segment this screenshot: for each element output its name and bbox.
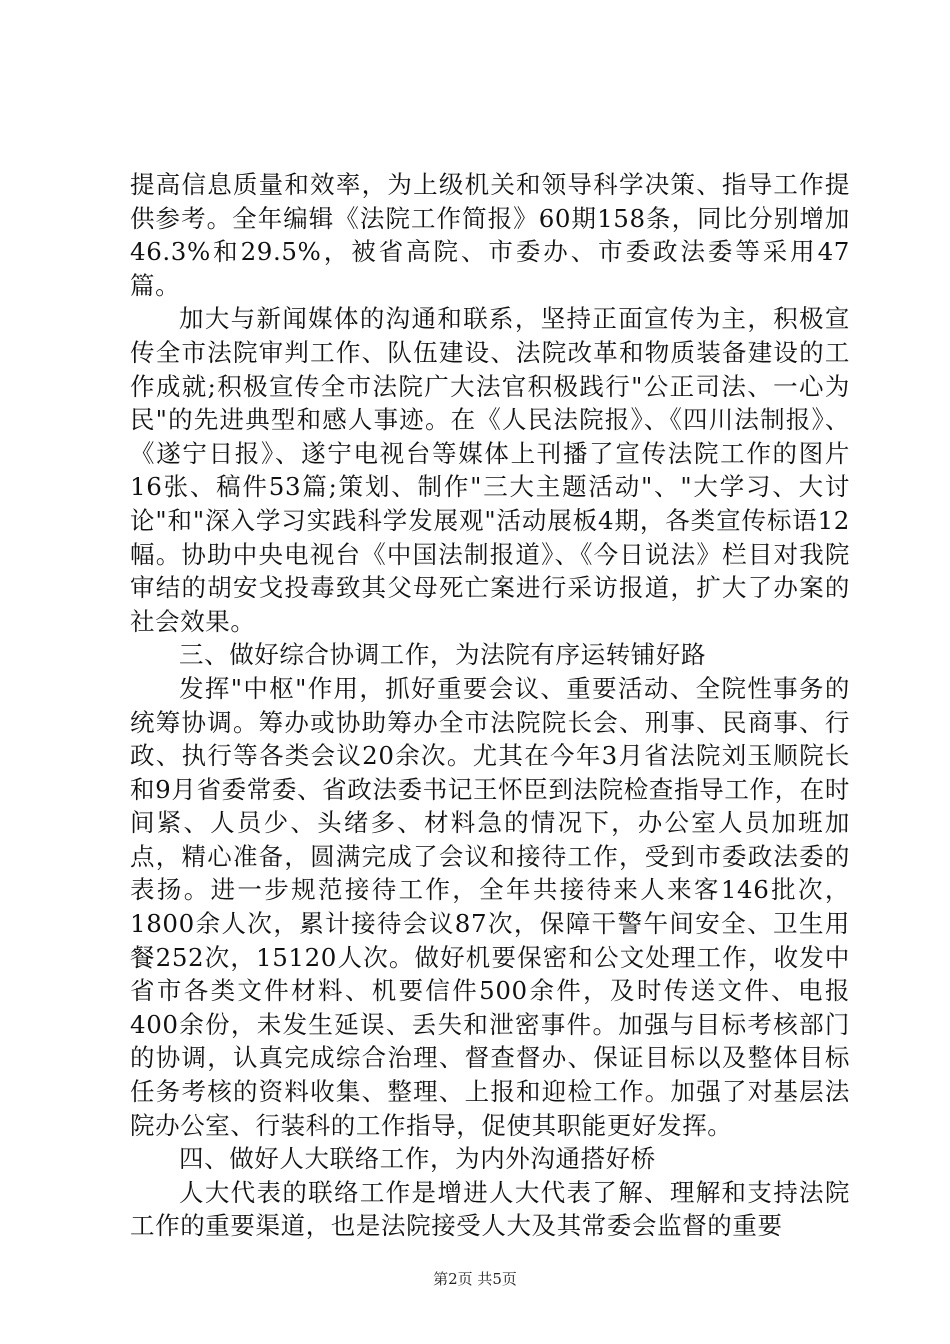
section-heading-4: 四、做好人大联络工作，为内外沟通搭好桥 [179, 1144, 656, 1174]
paragraph-continuation: 提高信息质量和效率，为上级机关和领导科学决策、指导工作提供参考。全年编辑《法院工作简报》60期158条，同比分别增加46.3%和29.5%，被省高院、市委办、市委政法委等采用47篇。 [130, 170, 850, 300]
page-number-footer: 第2页 共5页 [433, 1270, 517, 1288]
section-heading-3: 三、做好综合协调工作，为法院有序运转铺好路 [179, 640, 707, 670]
paragraph-coordination: 发挥"中枢"作用，抓好重要会议、重要活动、全院性事务的统筹协调。筹办或协助筹办全市法院院长会、刑事、民商事、行政、执行等各类会议20余次。尤其在今年3月省法院刘玉顺院长和9月省委常委、省政法委书记王怀臣到法院检查指导工作，在时间紧、人员少、头绪多、材料急的情况下，办公室人员加班加点，精心准备，圆满完成了会议和接待工作，受到市委政法委的表扬。进一步规范接待工作，全年共接待来人来客146批次，1800余人次，累计接待会议87次，保障干警午间安全、卫生用餐252次，15120人次。做好机要保密和公文处理工作，收发中省市各类文件材料、机要信件500余件，及时传送文件、电报400余份，未发生延误、丢失和泄密事件。加强与目标考核部门的协调，认真完成综合治理、督查督办、保证目标以及整体目标任务考核的资料收集、整理、上报和迎检工作。加强了对基层法院办公室、行装科的工作指导，促使其职能更好发挥。 [130, 673, 850, 1140]
paragraph-media-publicity: 加大与新闻媒体的沟通和联系，坚持正面宣传为主，积极宣传全市法院审判工作、队伍建设、法院改革和物质装备建设的工作成就;积极宣传全市法院广大法官积极践行"公正司法、一心为民"的先进典型和感人事迹。在《人民法院报》、《四川法制报》、《遂宁日报》、遂宁电视台等媒体上刊播了宣传法院工作的图片16张、稿件53篇;策划、制作"三大主题活动"、"大学习、大讨论"和"深入学习实践科学发展观"活动展板4期，各类宣传标语12幅。协助中央电视台《中国法制报道》、《今日说法》栏目对我院审结的胡安戈投毒致其父母死亡案进行采访报道，扩大了办案的社会效果。 [130, 304, 850, 636]
paragraph-npc-liaison: 人大代表的联络工作是增进人大代表了解、理解和支持法院工作的重要渠道，也是法院接受人大及其常委会监督的重要 [130, 1177, 850, 1241]
document-body [130, 168, 850, 1243]
